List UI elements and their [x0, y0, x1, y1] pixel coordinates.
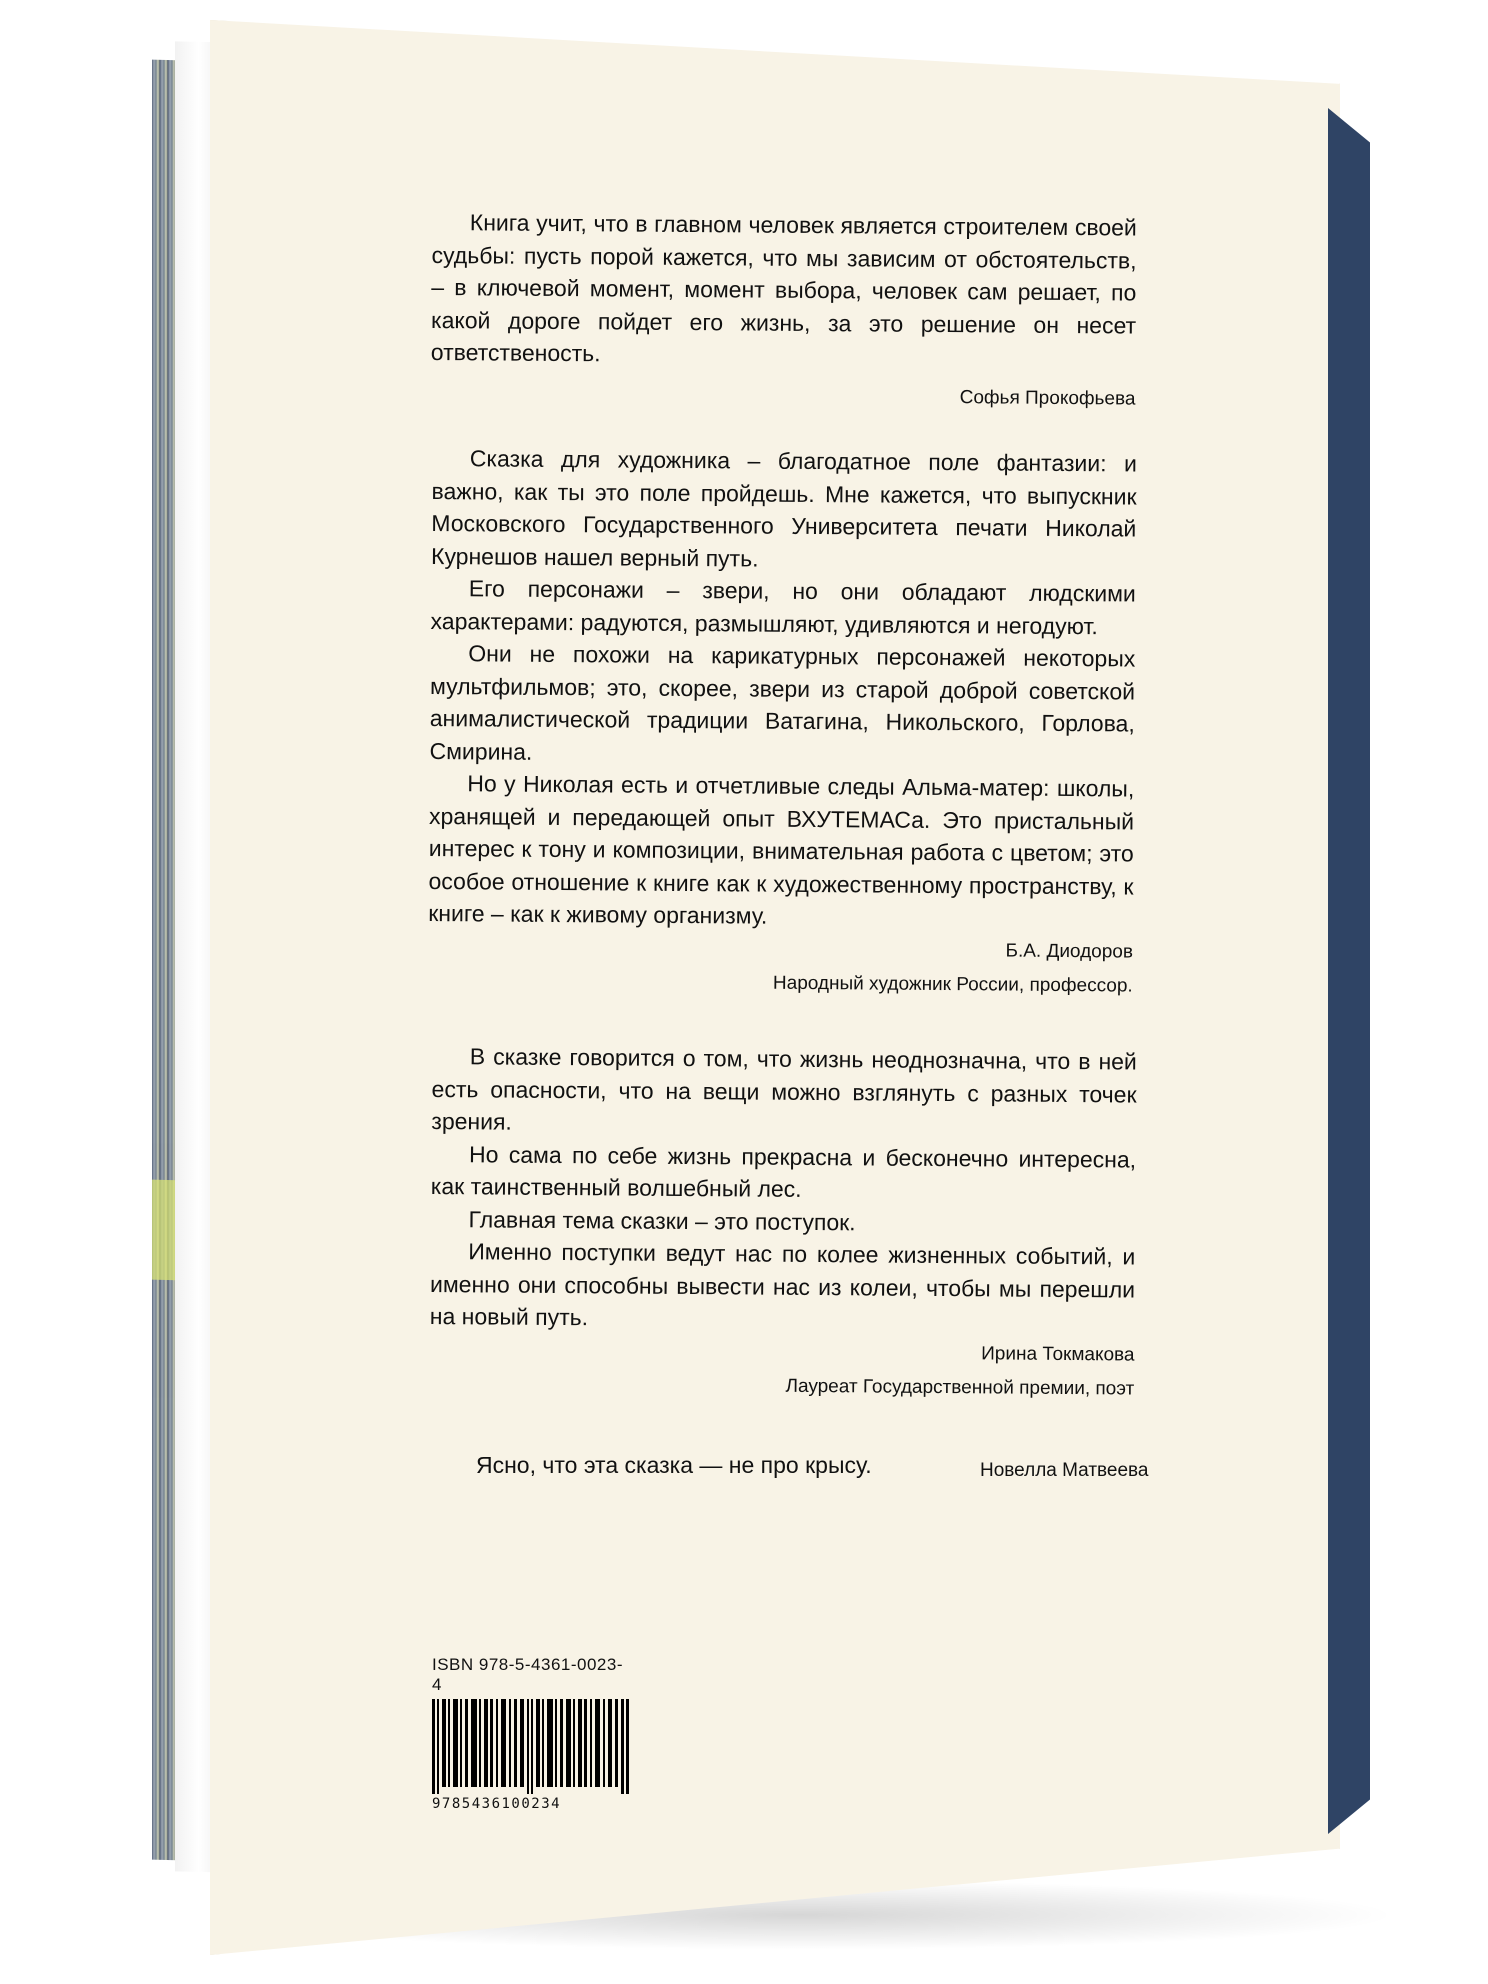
barcode-icon — [432, 1699, 630, 1794]
review-author-title: Народный художник России, профессор. — [772, 972, 1133, 997]
review-block-3 — [429, 1040, 1137, 1406]
review-paragraph: Книга учит, что в главном человек является строителем своей судьбы: пусть порой кажется, что мы зависим от обстоятельств, – в ключевой момент, момент выбора, человек сам решает, по какой дороге пойдет его жизнь, за это решение он несет ответственость. — [430, 209, 1137, 367]
review-block-1 — [430, 206, 1137, 416]
review-author: Софья Прокофьева — [959, 386, 1136, 410]
review-author-title: Лауреат Государственной премии, поэт — [785, 1375, 1135, 1400]
review-paragraph: В сказке говорится о том, что жизнь неоднозначна, что в ней есть опасности, что на вещи можно взглянуть с разных точек зрения. — [431, 1043, 1137, 1135]
review-quote: Ясно, что эта сказка — не про крысу. — [476, 1452, 872, 1478]
review-paragraph: Они не похожи на карикатурных персонажей некоторых мультфильмов; это, скорее, звери из старой доброй советской анималистической традиции Ватагина, Никольского, Горлова, Смирина. — [429, 640, 1136, 765]
isbn-label: ISBN 978-5-4361-0023-4 — [432, 1655, 624, 1694]
review-block-2 — [428, 442, 1137, 1003]
barcode-digits: 9785436100234 — [432, 1796, 562, 1812]
spine-strip — [1328, 108, 1370, 1834]
review-paragraph: Сказка для художника – благодатное поле фантазии: и важно, как ты это поле пройдешь. Мне кажется, что выпускник Московского Государственного Университета печати Николай Курнешов нашел верный путь. — [431, 445, 1137, 572]
isbn-block — [432, 1655, 632, 1812]
review-paragraph: Именно поступки ведут нас по колее жизненных событий, и именно они способны вывести нас из колеи, чтобы мы перешли на новый путь. — [429, 1238, 1136, 1331]
review-paragraph: Но у Николая есть и отчетливые следы Альма-матер: школы, хранящей и передающей опыт ВХУТЕМАСа. Это пристальный интерес к тону и композиции, внимательная работа с цветом; это особое отношение к книге как к художественному пространству, к книге – как к живому организму. — [428, 770, 1135, 929]
review-author: Новелла Матвеева — [980, 1460, 1149, 1481]
review-author: Б.А. Диодоров — [1005, 940, 1134, 963]
review-paragraph: Главная тема сказки – это поступок. — [468, 1205, 856, 1235]
review-paragraph: Но сама по себе жизнь прекрасна и бесконечно интересна, как таинственный волшебный лес. — [430, 1140, 1137, 1202]
review-paragraph: Его персонажи – звери, но они обладают людскими характерами: радуются, размышляют, удивляются и негодуют. — [430, 575, 1136, 639]
review-author: Ирина Токмакова — [981, 1342, 1135, 1366]
